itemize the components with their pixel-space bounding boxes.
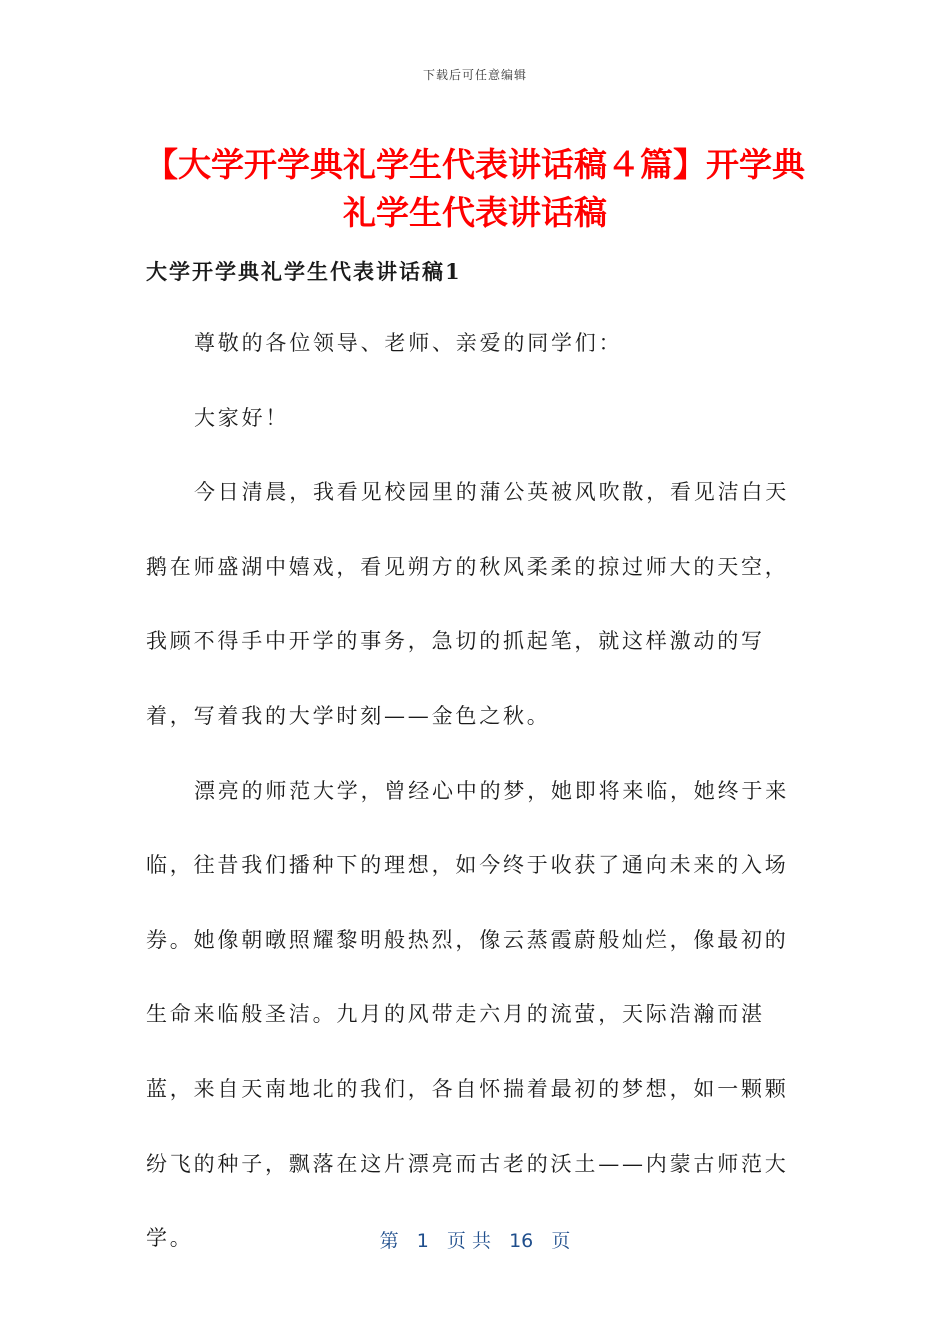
section-heading: 大学开学典礼学生代表讲话稿1 bbox=[146, 259, 462, 284]
paragraph: 今日清晨，我看见校园里的蒲公英被风吹散，看见洁白天鹅在师盛湖中嬉戏，看见朔方的秋风柔柔的掠过师大的天空，我顾不得手中开学的事务，急切的抓起笔，就这样激动的写着，写着我的大学时刻——金色之秋。 bbox=[146, 480, 789, 728]
current-page-number: 1 bbox=[416, 1230, 429, 1252]
body-text bbox=[146, 306, 812, 1276]
total-pages-number: 16 bbox=[509, 1230, 534, 1252]
greeting: 大家好！ bbox=[194, 405, 290, 430]
page-footer bbox=[0, 1226, 950, 1253]
document-title: 【大学开学典礼学生代表讲话稿４篇】开学典礼学生代表讲话稿 bbox=[145, 145, 805, 232]
paragraph: 漂亮的师范大学，曾经心中的梦，她即将来临，她终于来临，往昔我们播种下的理想，如今终于收获了通向未来的入场券。她像朝暾照耀黎明般热烈，像云蒸霞蔚般灿烂，像最初的生命来临般圣洁。九月的风带走六月的流萤，天际浩瀚而湛蓝，来自天南地北的我们，各自怀揣着最初的梦想，如一颗颗纷飞的种子，飘落在这片漂亮而古老的沃土——内蒙古师范大学。 bbox=[146, 778, 789, 1251]
header-note: 下载后可任意编辑 bbox=[422, 68, 527, 82]
footer-middle: 页 共 bbox=[446, 1230, 491, 1252]
footer-suffix: 页 bbox=[551, 1230, 571, 1252]
salutation: 尊敬的各位领导、老师、亲爱的同学们： bbox=[194, 331, 623, 355]
footer-prefix: 第 bbox=[379, 1230, 399, 1252]
